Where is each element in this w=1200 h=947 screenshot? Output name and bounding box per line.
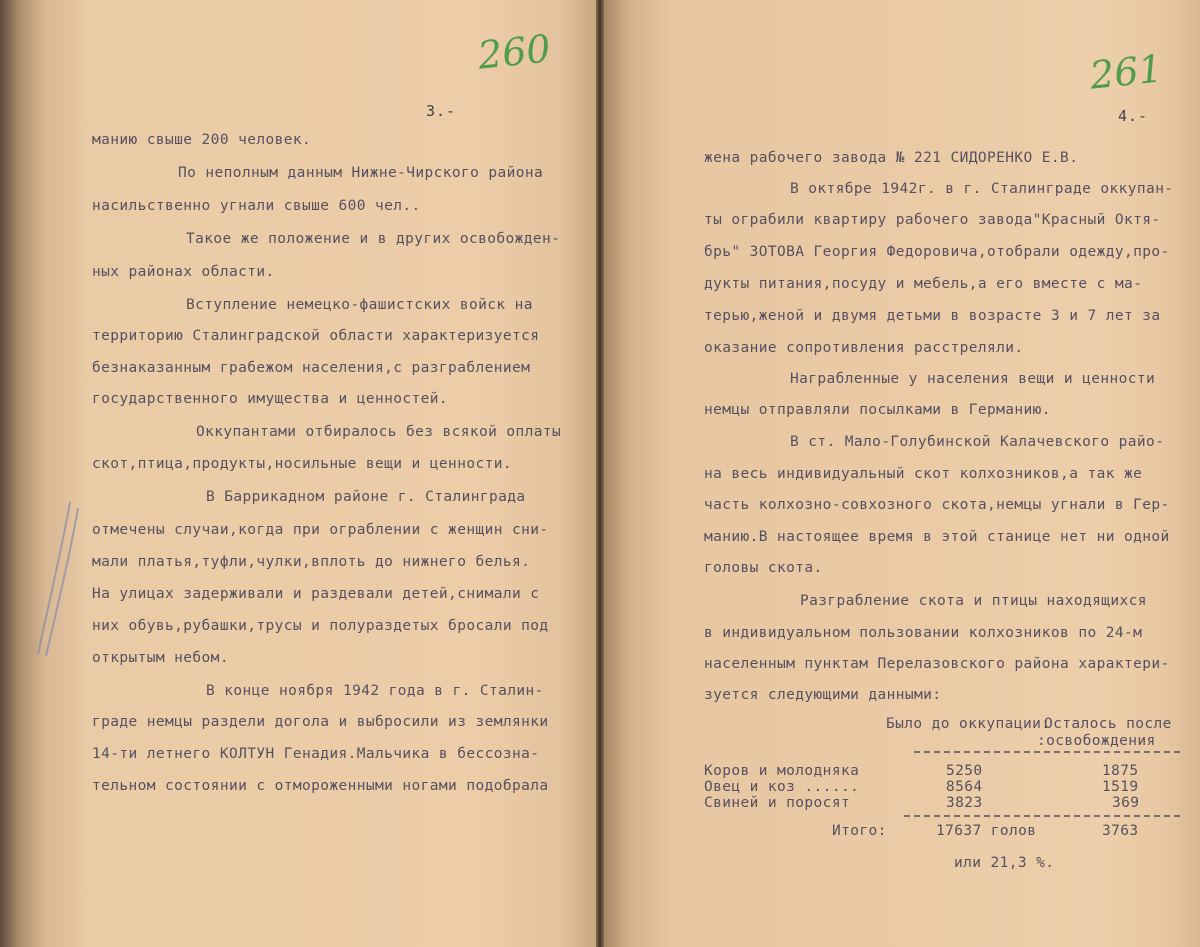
column-header-after-cont: :освобождения xyxy=(1037,733,1156,749)
text-line: на весь индивидуальный скот колхозников,а так же xyxy=(704,466,1143,482)
text-line: манию.В настоящее время в этой станице нет ни одной xyxy=(704,529,1170,545)
row-before: 3823 xyxy=(946,795,983,811)
text-line: в индивидуальном пользовании колхозников по 24-м xyxy=(704,625,1143,641)
row-before: 8564 xyxy=(946,779,983,795)
total-label: Итого: xyxy=(832,823,887,839)
text-line: дукты питания,посуду и мебель,а его вместе с ма- xyxy=(704,276,1143,292)
text-line: населенным пунктам Перелазовского района характери- xyxy=(704,656,1170,672)
text-line: зуется следующими данными: xyxy=(704,687,942,703)
text-line: Оккупантами отбиралось без всякой оплаты xyxy=(196,424,562,440)
text-line: 14-ти летнего КОЛТУН Генадия.Мальчика в бессозна- xyxy=(92,746,540,762)
text-line: ных районах области. xyxy=(92,264,275,280)
text-line: В октябре 1942г. в г. Сталинграде оккупан- xyxy=(790,181,1174,197)
text-line: головы скота. xyxy=(704,560,823,576)
text-line: территорию Сталинградской области характеризуется xyxy=(92,328,540,344)
folio-number: 261 xyxy=(1087,46,1165,98)
table-divider xyxy=(904,815,1180,819)
folio-number: 260 xyxy=(475,26,553,78)
row-label: Свиней и поросят xyxy=(704,795,851,811)
text-line: Такое же положение и в других освобожден- xyxy=(186,231,561,247)
row-after: 1519 xyxy=(1102,779,1139,795)
text-line: В конце ноября 1942 года в г. Сталин- xyxy=(206,683,544,699)
text-line: оказание сопротивления расстреляли. xyxy=(704,340,1024,356)
text-line: жена рабочего завода № 221 СИДОРЕНКО Е.В. xyxy=(704,150,1079,166)
text-line: часть колхозно-совхозного скота,немцы угнали в Гер- xyxy=(704,497,1170,513)
row-label: Овец и коз ...... xyxy=(704,779,860,795)
column-header-after: Осталось после xyxy=(1044,716,1172,732)
text-line: открытым небом. xyxy=(92,650,229,666)
text-line: манию свыше 200 человек. xyxy=(92,132,312,148)
total-after: 3763 xyxy=(1102,823,1139,839)
text-line: граде немцы раздели догола и выбросили из землянки xyxy=(92,714,549,730)
text-line: брь" ЗОТОВА Георгия Федоровича,отобрали одежду,про- xyxy=(704,244,1170,260)
text-line: Вступление немецко-фашистских войск на xyxy=(186,297,533,313)
text-line: тельном состоянии с отмороженными ногами подобрала xyxy=(92,778,549,794)
row-after: 1875 xyxy=(1102,763,1139,779)
text-line: В ст. Мало-Голубинской Калачевского райо- xyxy=(790,434,1165,450)
left-page xyxy=(0,0,596,947)
text-line: Награбленные у населения вещи и ценности xyxy=(790,371,1156,387)
row-after: 369 xyxy=(1112,795,1140,811)
page-number: 3.- xyxy=(426,102,457,120)
text-line: Разграбление скота и птицы находящихся xyxy=(800,593,1147,609)
margin-pencil-mark xyxy=(32,498,82,658)
text-line: безнаказанным грабежом населения,с разграблением xyxy=(92,360,531,376)
text-line: насильственно угнали свыше 600 чел.. xyxy=(92,198,421,214)
text-line: В Баррикадном районе г. Сталинграда xyxy=(206,489,526,505)
text-line: ты ограбили квартиру рабочего завода"Красный Октя- xyxy=(704,212,1161,228)
column-header-before: Было до оккупации: xyxy=(886,716,1051,732)
row-label: Коров и молодняка xyxy=(704,763,860,779)
text-line: отмечены случаи,когда при ограблении с женщин сни- xyxy=(92,522,549,538)
text-line: На улицах задерживали и раздевали детей,снимали с xyxy=(92,586,540,602)
total-before: 17637 голов xyxy=(936,823,1037,839)
text-line: скот,птица,продукты,носильные вещи и ценности. xyxy=(92,456,512,472)
text-line: По неполным данным Нижне-Чирского района xyxy=(178,165,544,181)
book-gutter xyxy=(596,0,604,947)
table-divider xyxy=(914,751,1180,755)
right-page xyxy=(604,0,1200,947)
text-line: терью,женой и двумя детьми в возрасте 3 и 7 лет за xyxy=(704,308,1161,324)
text-line: мали платья,туфли,чулки,вплоть до нижнего белья. xyxy=(92,554,531,570)
text-line: немцы отправляли посылками в Германию. xyxy=(704,402,1051,418)
total-percent: или 21,3 %. xyxy=(954,855,1055,871)
row-before: 5250 xyxy=(946,763,983,779)
page-number: 4.- xyxy=(1118,107,1149,125)
text-line: них обувь,рубашки,трусы и полураздетых бросали под xyxy=(92,618,549,634)
text-line: государственного имущества и ценностей. xyxy=(92,391,449,407)
